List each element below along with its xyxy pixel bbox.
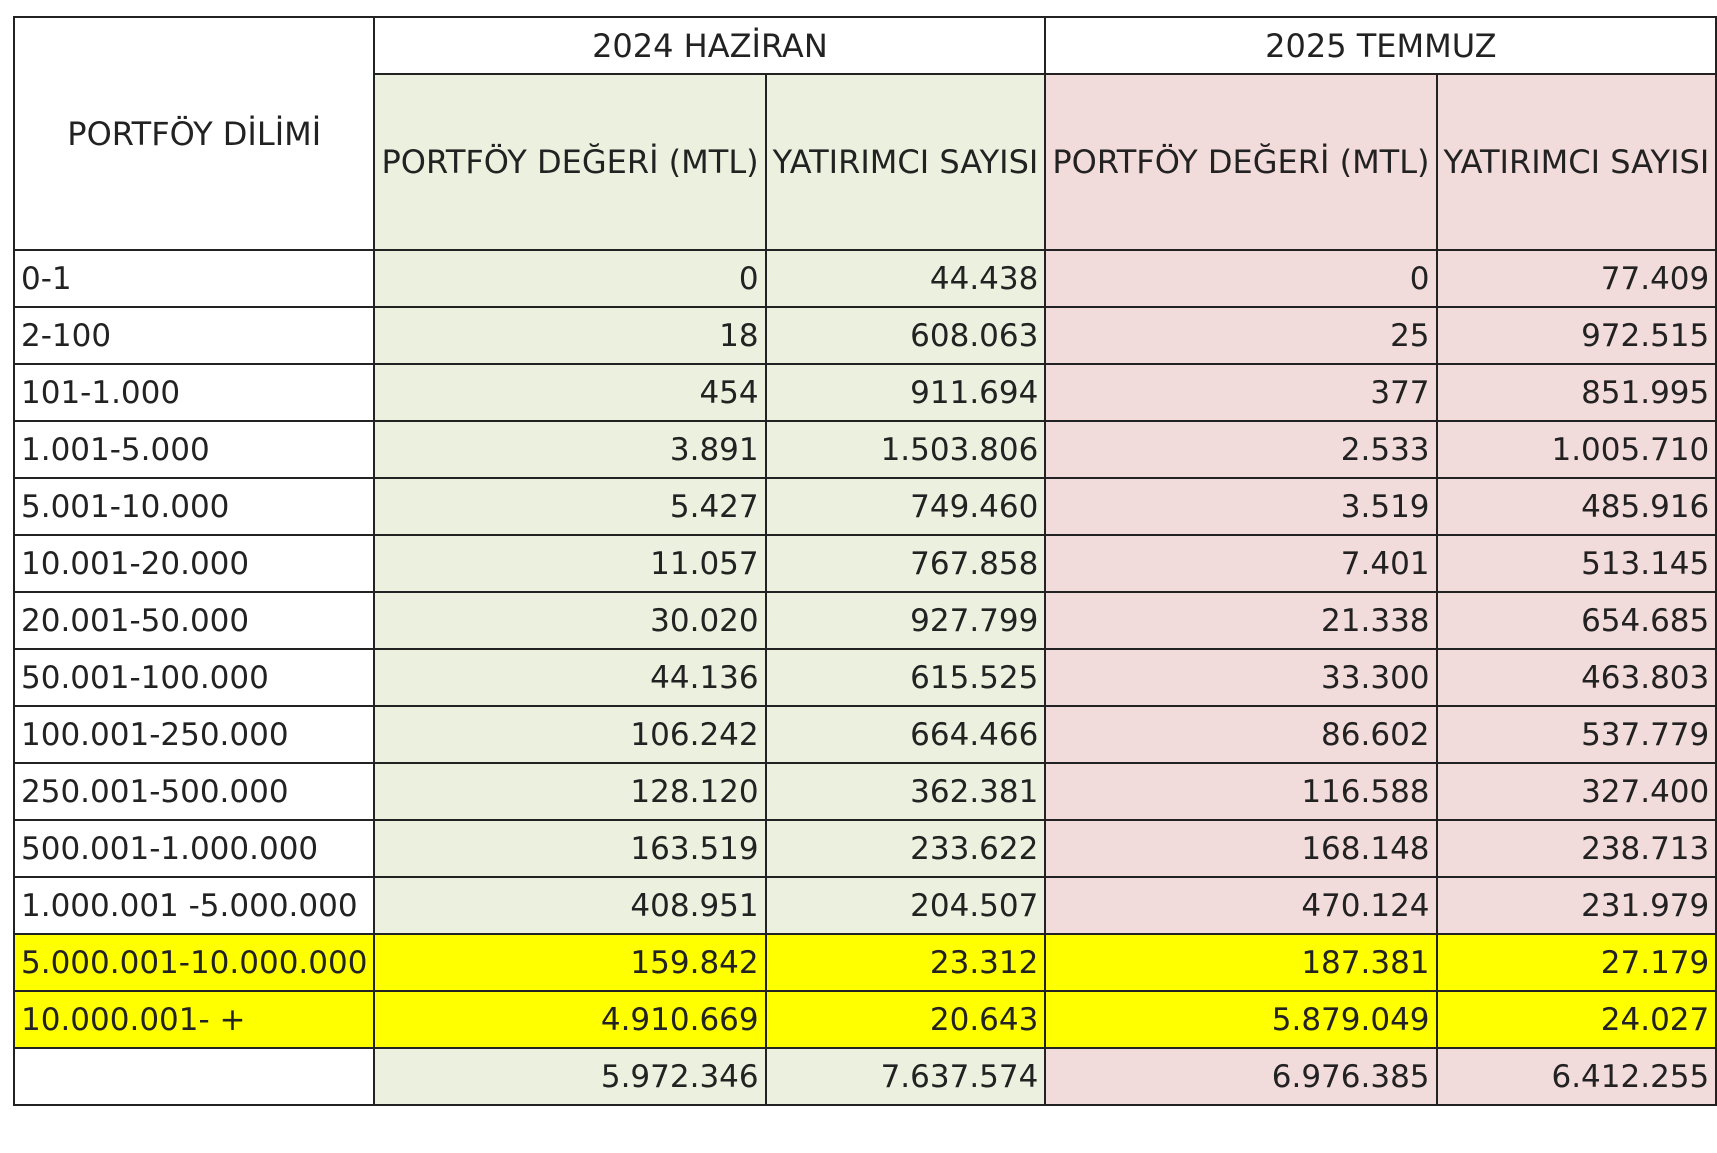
count-2024-cell: 23.312 xyxy=(766,934,1046,991)
value-2024-cell: 44.136 xyxy=(374,649,765,706)
table-row xyxy=(14,763,1716,820)
count-2025-cell: 24.027 xyxy=(1437,991,1717,1048)
count-2024-cell: 615.525 xyxy=(766,649,1046,706)
count-2025-cell: 513.145 xyxy=(1437,535,1717,592)
row-label: 10.001-20.000 xyxy=(14,535,374,592)
period-2024-header: 2024 HAZİRAN xyxy=(374,17,1045,74)
value-2024-cell: 128.120 xyxy=(374,763,765,820)
value-2025-cell: 86.602 xyxy=(1045,706,1436,763)
value-2025-cell: 6.976.385 xyxy=(1045,1048,1436,1105)
count-2025-cell: 327.400 xyxy=(1437,763,1717,820)
row-label: 20.001-50.000 xyxy=(14,592,374,649)
count-2024-cell: 749.460 xyxy=(766,478,1046,535)
count-2025-cell: 972.515 xyxy=(1437,307,1717,364)
row-label: 100.001-250.000 xyxy=(14,706,374,763)
count-2024-cell: 204.507 xyxy=(766,877,1046,934)
header-row-periods xyxy=(14,17,1716,74)
row-label: 500.001-1.000.000 xyxy=(14,820,374,877)
count-2025-cell: 851.995 xyxy=(1437,364,1717,421)
value-2025-cell: 25 xyxy=(1045,307,1436,364)
row-label: 10.000.001- + xyxy=(14,991,374,1048)
table-row xyxy=(14,877,1716,934)
table-row xyxy=(14,991,1716,1048)
col-header-count-2025: YATIRIMCI SAYISI xyxy=(1437,74,1717,250)
table-row xyxy=(14,421,1716,478)
table-row xyxy=(14,364,1716,421)
totals-row xyxy=(14,1048,1716,1105)
count-2024-cell: 767.858 xyxy=(766,535,1046,592)
value-2024-cell: 408.951 xyxy=(374,877,765,934)
row-label-header: PORTFÖY DİLİMİ xyxy=(14,17,374,250)
col-header-value-2025: PORTFÖY DEĞERİ (MTL) xyxy=(1045,74,1436,250)
row-label: 5.000.001-10.000.000 xyxy=(14,934,374,991)
row-label: 1.001-5.000 xyxy=(14,421,374,478)
table-row xyxy=(14,934,1716,991)
row-label: 250.001-500.000 xyxy=(14,763,374,820)
table-row xyxy=(14,706,1716,763)
row-label: 50.001-100.000 xyxy=(14,649,374,706)
value-2024-cell: 0 xyxy=(374,250,765,307)
col-header-value-2024: PORTFÖY DEĞERİ (MTL) xyxy=(374,74,765,250)
value-2024-cell: 18 xyxy=(374,307,765,364)
count-2024-cell: 1.503.806 xyxy=(766,421,1046,478)
count-2024-cell: 233.622 xyxy=(766,820,1046,877)
count-2024-cell: 664.466 xyxy=(766,706,1046,763)
value-2024-cell: 5.427 xyxy=(374,478,765,535)
count-2025-cell: 654.685 xyxy=(1437,592,1717,649)
count-2025-cell: 6.412.255 xyxy=(1437,1048,1717,1105)
value-2025-cell: 5.879.049 xyxy=(1045,991,1436,1048)
table-row xyxy=(14,649,1716,706)
table-row xyxy=(14,478,1716,535)
value-2024-cell: 5.972.346 xyxy=(374,1048,765,1105)
value-2025-cell: 33.300 xyxy=(1045,649,1436,706)
value-2024-cell: 163.519 xyxy=(374,820,765,877)
count-2025-cell: 485.916 xyxy=(1437,478,1717,535)
value-2024-cell: 454 xyxy=(374,364,765,421)
count-2024-cell: 7.637.574 xyxy=(766,1048,1046,1105)
row-label xyxy=(14,1048,374,1105)
count-2025-cell: 27.179 xyxy=(1437,934,1717,991)
value-2025-cell: 168.148 xyxy=(1045,820,1436,877)
row-label: 2-100 xyxy=(14,307,374,364)
table-row xyxy=(14,250,1716,307)
count-2024-cell: 911.694 xyxy=(766,364,1046,421)
table-row xyxy=(14,535,1716,592)
period-2025-header: 2025 TEMMUZ xyxy=(1045,17,1716,74)
table-row xyxy=(14,592,1716,649)
value-2025-cell: 2.533 xyxy=(1045,421,1436,478)
portfolio-table xyxy=(13,16,1717,1106)
value-2025-cell: 470.124 xyxy=(1045,877,1436,934)
count-2024-cell: 362.381 xyxy=(766,763,1046,820)
count-2025-cell: 77.409 xyxy=(1437,250,1717,307)
value-2024-cell: 3.891 xyxy=(374,421,765,478)
value-2025-cell: 7.401 xyxy=(1045,535,1436,592)
count-2025-cell: 1.005.710 xyxy=(1437,421,1717,478)
value-2025-cell: 3.519 xyxy=(1045,478,1436,535)
count-2024-cell: 44.438 xyxy=(766,250,1046,307)
row-label: 5.001-10.000 xyxy=(14,478,374,535)
row-label: 1.000.001 -5.000.000 xyxy=(14,877,374,934)
row-label: 101-1.000 xyxy=(14,364,374,421)
count-2025-cell: 238.713 xyxy=(1437,820,1717,877)
row-label: 0-1 xyxy=(14,250,374,307)
value-2024-cell: 4.910.669 xyxy=(374,991,765,1048)
value-2025-cell: 0 xyxy=(1045,250,1436,307)
value-2025-cell: 21.338 xyxy=(1045,592,1436,649)
value-2024-cell: 11.057 xyxy=(374,535,765,592)
table-row xyxy=(14,820,1716,877)
count-2025-cell: 463.803 xyxy=(1437,649,1717,706)
count-2025-cell: 231.979 xyxy=(1437,877,1717,934)
count-2025-cell: 537.779 xyxy=(1437,706,1717,763)
value-2025-cell: 377 xyxy=(1045,364,1436,421)
value-2024-cell: 30.020 xyxy=(374,592,765,649)
value-2024-cell: 159.842 xyxy=(374,934,765,991)
value-2025-cell: 116.588 xyxy=(1045,763,1436,820)
count-2024-cell: 20.643 xyxy=(766,991,1046,1048)
col-header-count-2024: YATIRIMCI SAYISI xyxy=(766,74,1046,250)
count-2024-cell: 927.799 xyxy=(766,592,1046,649)
value-2024-cell: 106.242 xyxy=(374,706,765,763)
count-2024-cell: 608.063 xyxy=(766,307,1046,364)
table-row xyxy=(14,307,1716,364)
value-2025-cell: 187.381 xyxy=(1045,934,1436,991)
